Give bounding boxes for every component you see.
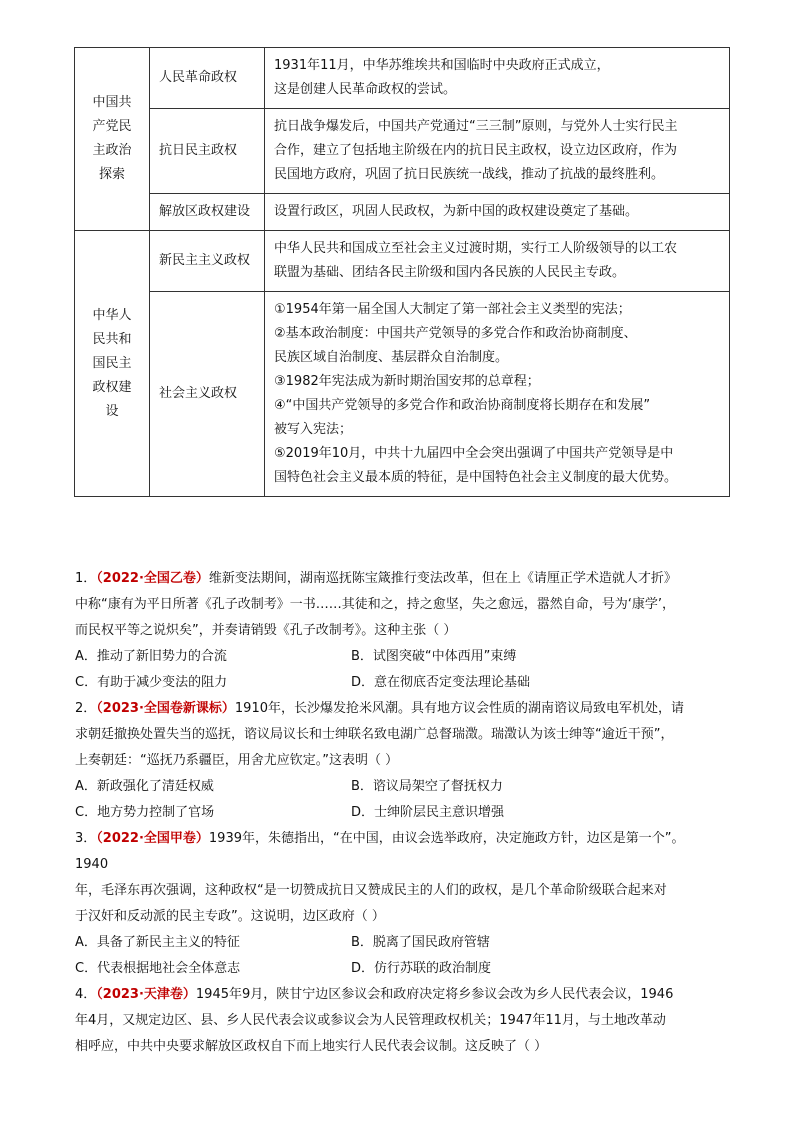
question-number: 2．	[75, 701, 97, 716]
question-options	[75, 774, 735, 826]
table-row	[75, 48, 730, 109]
option-b[interactable]: B．试图突破“中体西用”束缚	[351, 649, 517, 664]
political-system-table	[74, 47, 730, 497]
question-1	[75, 566, 735, 696]
regime-description-cell: 抗日战争爆发后，中国共产党通过“三三制”原则，与党外人士实行民主 合作，建立了包括地主阶级在内的抗日民主政权，设立边区政府，作为 民国地方政府，巩固了抗日民族统一战线，推动了抗战的最终胜利。	[265, 109, 730, 194]
question-4	[75, 982, 735, 1060]
regime-description-cell: ①1954年第一届全国人大制定了第一部社会主义类型的宪法； ②基本政治制度：中国共产党领导的多党合作和政治协商制度、 民族区域自治制度、基层群众自治制度。 ③1982年宪法成为新时期治国安邦的总章程； ④“中国共产党领导的多党合作和政治协商制度将长期存在和发展” 被写入宪法； ⑤2019年10月，中共十九届四中全会突出强调了中国共产党领导是中 国特色社会主义最本质的特征，是中国特色社会主义制度的最大优势。	[265, 292, 730, 497]
table-row	[75, 292, 730, 497]
question-number: 4．	[75, 987, 97, 1002]
regime-name-cell: 抗日民主政权	[150, 109, 265, 194]
regime-name-cell: 社会主义政权	[150, 292, 265, 497]
option-d[interactable]: D．意在彻底否定变法理论基础	[351, 675, 531, 690]
question-source: （2022·全国乙卷）	[96, 571, 209, 586]
option-a[interactable]: A．推动了新旧势力的合流	[75, 649, 227, 664]
option-b[interactable]: B．脱离了国民政府管辖	[351, 935, 490, 950]
option-d[interactable]: D．仿行苏联的政治制度	[351, 961, 492, 976]
option-b[interactable]: B．谘议局架空了督抚权力	[351, 779, 503, 794]
table-row	[75, 109, 730, 194]
question-options	[75, 930, 735, 982]
question-stem: 2．（2023·全国卷新课标）1910年，长沙爆发抢米风潮。具有地方议会性质的湖南谘议局致电军机处，请 求朝廷撤换处置失当的巡抚，谘议局议长和士绅联名致电湖广总督瑞澂。瑞澂认为该士绅等“逾近干预”， 上奏朝廷：“巡抚乃系疆臣，用舍尤应钦定。”这表明（ ）	[75, 701, 684, 768]
question-2	[75, 696, 735, 826]
regime-description-cell: 中华人民共和国成立至社会主义过渡时期，实行工人阶级领导的以工农 联盟为基础、团结各民主阶级和国内各民族的人民民主专政。	[265, 231, 730, 292]
question-stem: 4．（2023·天津卷）1945年9月，陕甘宁边区参议会和政府决定将乡参议会改为乡人民代表会议，1946 年4月，又规定边区、县、乡人民代表会议或参议会为人民管理政权机关；1947年11月，与土地改革动 相呼应，中共中央要求解放区政权自下而上地实行人民代表会议制。这反映了（ ）	[75, 987, 674, 1054]
era-cell: 中国共 产党民 主政治 探索	[75, 48, 150, 231]
regime-name-cell: 新民主主义政权	[150, 231, 265, 292]
table-row	[75, 194, 730, 231]
question-3	[75, 826, 735, 982]
option-c[interactable]: C．有助于减少变法的阻力	[75, 675, 228, 690]
option-d[interactable]: D．士绅阶层民主意识增强	[351, 805, 505, 820]
question-number: 3．	[75, 831, 97, 846]
regime-name-cell: 解放区政权建设	[150, 194, 265, 231]
table-row	[75, 231, 730, 292]
option-a[interactable]: A．新政强化了清廷权威	[75, 779, 214, 794]
question-source: （2023·全国卷新课标）	[96, 701, 235, 716]
era-cell: 中华人 民共和 国民主 政权建 设	[75, 231, 150, 497]
regime-description-cell: 1931年11月，中华苏维埃共和国临时中央政府正式成立， 这是创建人民革命政权的尝试。	[265, 48, 730, 109]
option-c[interactable]: C．地方势力控制了官场	[75, 805, 215, 820]
question-stem: 3．（2022·全国甲卷）1939年，朱德指出，“在中国，由议会选举政府，决定施政方针，边区是第一个”。 1940 年，毛泽东再次强调，这种政权“是一切赞成抗日又赞成民主的人们的政权，是几个革命阶级联合起来对 于汉奸和反动派的民主专政”。这说明，边区政府（ ）	[75, 831, 685, 924]
regime-description-cell: 设置行政区，巩固人民政权，为新中国的政权建设奠定了基础。	[265, 194, 730, 231]
question-number: 1．	[75, 571, 97, 586]
regime-name-cell: 人民革命政权	[150, 48, 265, 109]
option-a[interactable]: A．具备了新民主主义的特征	[75, 935, 240, 950]
question-source: （2022·全国甲卷）	[96, 831, 209, 846]
option-c[interactable]: C．代表根据地社会全体意志	[75, 961, 241, 976]
question-list	[75, 566, 735, 1060]
question-source: （2023·天津卷）	[96, 987, 196, 1002]
question-options	[75, 644, 735, 696]
question-stem: 1．（2022·全国乙卷）维新变法期间，湖南巡抚陈宝箴推行变法改革，但在上《请厘正学术造就人才折》 中称“康有为平日所著《孔子改制考》一书……其徒和之，持之愈坚，失之愈远，嚣然自命，号为‘康学’， 而民权平等之说炽矣”，并奏请销毁《孔子改制考》。这种主张（ ）	[75, 571, 677, 638]
